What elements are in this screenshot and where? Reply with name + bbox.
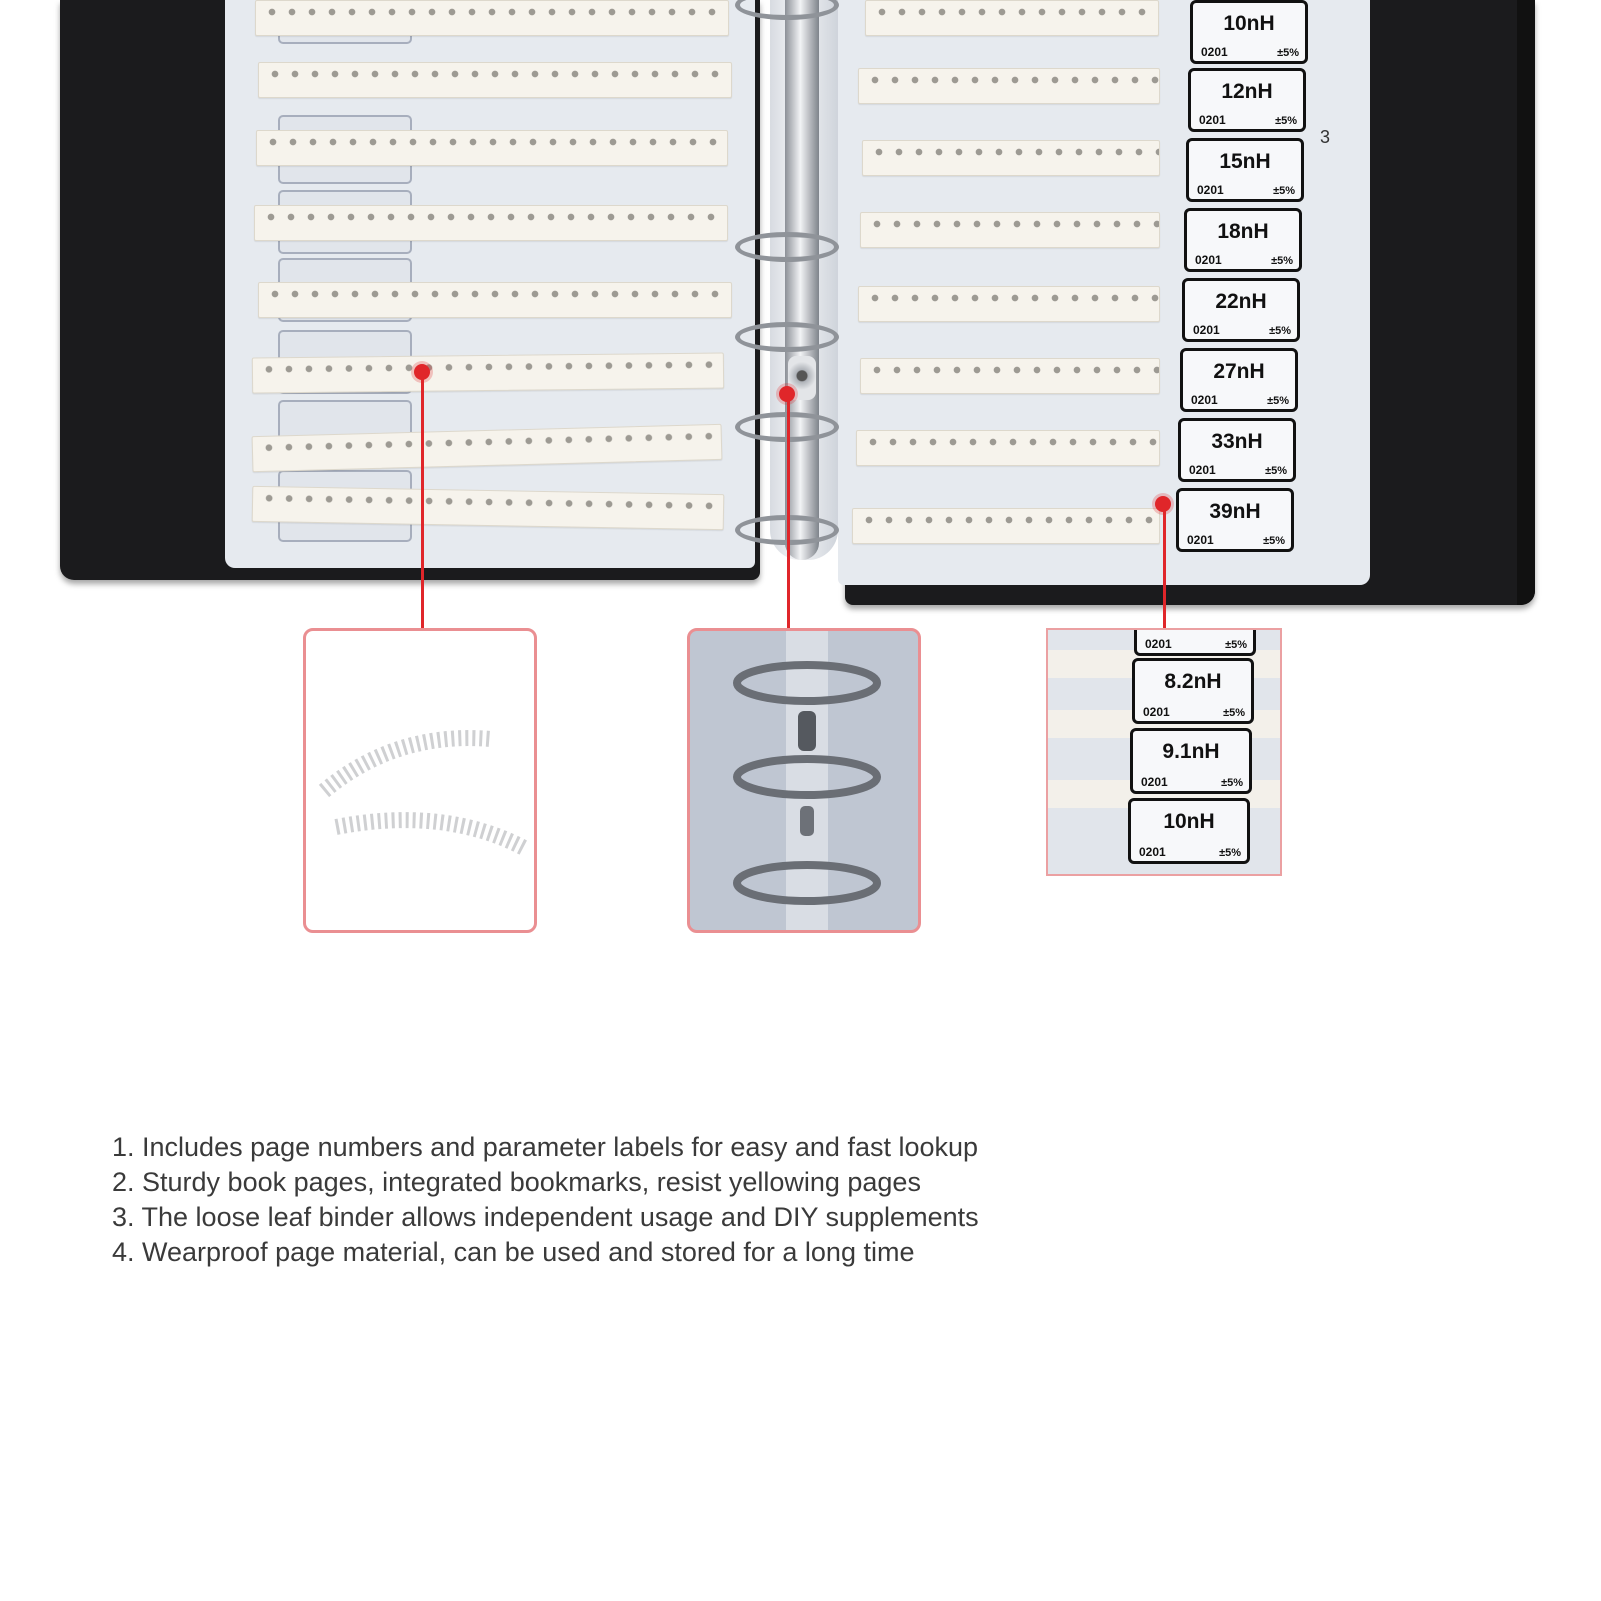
component-tape <box>258 62 732 98</box>
inductor-label <box>1186 138 1304 202</box>
label-tolerance: ±5% <box>1263 535 1285 547</box>
page-number: 3 <box>1320 127 1331 147</box>
inductor-label <box>1180 348 1298 412</box>
label-case: 0201 <box>1141 775 1168 789</box>
feature-item: 1. Includes page numbers and parameter labels for easy and fast lookup <box>112 1132 979 1162</box>
binder-ring <box>735 232 839 262</box>
label-value: 10nH <box>1223 12 1275 35</box>
inductor-label <box>1182 278 1300 342</box>
label-case: 0201 <box>1193 323 1220 337</box>
component-tape <box>852 508 1160 544</box>
zoom-box-label <box>1046 628 1282 876</box>
component-tape <box>858 286 1160 322</box>
binder-spine-bar <box>785 0 819 560</box>
feature-list <box>112 1130 1212 1270</box>
callout-line-ring <box>787 394 790 628</box>
component-tape <box>856 430 1160 466</box>
label-value: 27nH <box>1213 360 1265 383</box>
label-case: 0201 <box>1195 253 1222 267</box>
label-case: 0201 <box>1139 845 1166 859</box>
label-case: 0201 <box>1191 393 1218 407</box>
label-tolerance: ±5% <box>1277 47 1299 59</box>
label-value: 9.1nH <box>1162 740 1220 763</box>
label-value: 12nH <box>1221 80 1273 103</box>
component-tape <box>256 130 728 166</box>
label-value: 18nH <box>1217 220 1269 243</box>
label-tolerance: ±5% <box>1273 185 1295 197</box>
tape-detail-image <box>306 631 537 933</box>
label-tolerance: ±5% <box>1271 255 1293 267</box>
feature-item: 3. The loose leaf binder allows independent usage and DIY supplements <box>112 1202 979 1232</box>
inductor-label <box>1188 68 1306 132</box>
component-tape <box>254 205 728 241</box>
label-value: 39nH <box>1209 500 1261 523</box>
component-tape <box>858 68 1160 104</box>
callout-line-label <box>1163 504 1166 628</box>
callout-line-tape <box>421 372 424 628</box>
label-value: 15nH <box>1219 150 1271 173</box>
label-value: 10nH <box>1163 810 1215 833</box>
label-case: 0201 <box>1197 183 1224 197</box>
zoom-box-ring <box>687 628 921 933</box>
component-tape <box>258 282 732 318</box>
inductor-label <box>1190 0 1308 64</box>
label-tolerance: ±5% <box>1267 395 1289 407</box>
inductor-label <box>1184 208 1302 272</box>
label-tolerance: ±5% <box>1219 847 1241 859</box>
label-tolerance: ±5% <box>1275 115 1297 127</box>
component-tape <box>865 0 1159 36</box>
component-tape <box>860 212 1160 248</box>
label-case: 0201 <box>1199 113 1226 127</box>
label-tolerance: ±5% <box>1223 707 1245 719</box>
ring-detail-image <box>690 631 921 933</box>
label-case: 0201 <box>1145 637 1172 651</box>
component-tape <box>255 0 729 36</box>
inductor-label <box>1176 488 1294 552</box>
feature-item: 4. Wearproof page material, can be used and stored for a long time <box>112 1237 915 1267</box>
label-tolerance: ±5% <box>1225 639 1247 651</box>
zoom-inductor-label <box>1130 728 1252 794</box>
callout-dot-tape <box>414 364 430 380</box>
callout-dot-label <box>1155 496 1171 512</box>
label-value: 8.2nH <box>1164 670 1222 693</box>
label-case: 0201 <box>1187 533 1214 547</box>
label-case: 0201 <box>1201 45 1228 59</box>
component-tape <box>860 358 1160 394</box>
label-value: 33nH <box>1211 430 1263 453</box>
component-tape <box>252 353 724 394</box>
zoom-inductor-label <box>1128 798 1250 864</box>
label-case: 0201 <box>1189 463 1216 477</box>
callout-dot-ring <box>779 386 795 402</box>
zoom-inductor-label <box>1132 658 1254 724</box>
label-value: 22nH <box>1215 290 1267 313</box>
feature-item: 2. Sturdy book pages, integrated bookmarks, resist yellowing pages <box>112 1167 921 1197</box>
label-tolerance: ±5% <box>1221 777 1243 789</box>
label-tolerance: ±5% <box>1269 325 1291 337</box>
component-tape <box>862 140 1160 176</box>
inductor-label <box>1178 418 1296 482</box>
label-case: 0201 <box>1143 705 1170 719</box>
zoom-box-tape <box>303 628 537 933</box>
binder-ring <box>735 322 839 352</box>
label-tolerance: ±5% <box>1265 465 1287 477</box>
zoom-inductor-label <box>1134 628 1256 656</box>
